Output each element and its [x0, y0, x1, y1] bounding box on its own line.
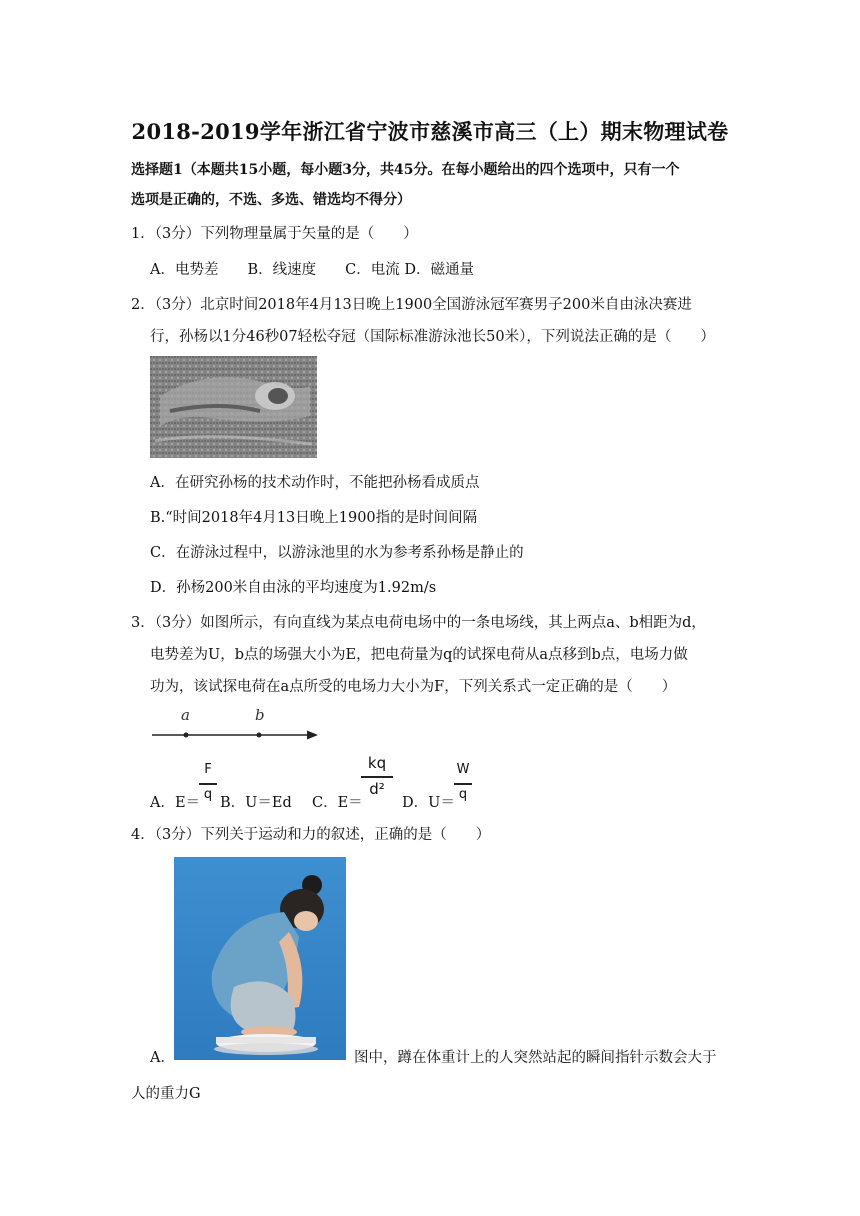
- q2-option-b: B.“时间2018年4月13日晚上1900指的是时间间隔: [150, 510, 478, 526]
- q3-option-a-prefix: A．E＝: [150, 795, 201, 811]
- section-line-2: 选项是正确的，不选、多选、错选均不得分）: [131, 192, 411, 208]
- swimmer-photo: [150, 356, 317, 458]
- q3-option-c-prefix: C．E＝: [312, 795, 363, 811]
- q3-option-d-denominator: q: [458, 787, 468, 802]
- section-instructions: [131, 155, 731, 215]
- q2-stem-line-2: 行，孙杨以1分46秒07轻松夺冠（国际标准游泳池长50米），下列说法正确的是（ ）: [150, 329, 715, 345]
- arrow-head-icon: [307, 731, 318, 740]
- q3-stem-line-3: 功为，该试探电荷在a点所受的电场力大小为F，下列关系式一定正确的是（ ）: [150, 679, 677, 695]
- q3-option-d-prefix: D．U＝: [402, 795, 455, 811]
- squatting-person-on-scale-photo: [174, 857, 346, 1060]
- q2-option-a: A．在研究孙杨的技术动作时，不能把孙杨看成质点: [150, 475, 480, 491]
- label-b: b: [255, 706, 265, 724]
- q3-stem-line-2: 电势差为U，b点的场强大小为E，把电荷量为q的试探电荷从a点移到b点，电场力做: [150, 647, 688, 663]
- q2-option-c: C．在游泳过程中，以游泳池里的水为参考系孙杨是静止的: [150, 545, 524, 561]
- point-a: [184, 733, 189, 738]
- q4-stem: 4．（3分）下列关于运动和力的叙述，正确的是（ ）: [131, 827, 491, 843]
- q3-option-a-fraction-bar: [199, 783, 217, 785]
- q3-option-c-fraction-bar: [361, 776, 393, 778]
- q1-stem: 1．（3分）下列物理量属于矢量的是（ ）: [131, 226, 418, 242]
- q4-option-a-text: 图中，蹲在体重计上的人突然站起的瞬间指针示数会大于: [354, 1050, 717, 1066]
- section-line-1: 选择题1（本题共15小题，每小题3分，共45分。在每小题给出的四个选项中，只有一个: [131, 162, 680, 178]
- q1-options: A．电势差 B．线速度 C．电流 D．磁通量: [150, 262, 474, 278]
- q3-stem-line-1: 3．（3分）如图所示，有向直线为某点电荷电场中的一条电场线，其上两点a、b相距为d，: [131, 615, 706, 631]
- q3-option-d-fraction-bar: [454, 783, 472, 785]
- q4-option-a-text-continued: 人的重力G: [131, 1086, 201, 1102]
- q3-option-b: B．U＝Ed: [220, 795, 292, 811]
- point-b: [257, 733, 262, 738]
- label-a: a: [181, 706, 190, 724]
- electric-field-line-diagram: [150, 704, 322, 744]
- exam-title: 2018-2019学年浙江省宁波市慈溪市高三（上）期末物理试卷: [131, 119, 729, 144]
- q3-option-d-numerator: W: [456, 762, 470, 777]
- q2-option-d: D．孙杨200米自由泳的平均速度为1.92m/s: [150, 580, 437, 596]
- q2-stem-line-1: 2．（3分）北京时间2018年4月13日晚上1900全国游泳冠军赛男子200米自由泳决赛进: [131, 297, 692, 313]
- q3-option-a-denominator: q: [203, 787, 213, 802]
- q3-option-a-numerator: F: [204, 762, 212, 777]
- q4-option-a-prefix: A．: [150, 1050, 175, 1066]
- q3-option-c-numerator: kq: [367, 754, 387, 772]
- q3-option-c-denominator: d²: [369, 780, 385, 798]
